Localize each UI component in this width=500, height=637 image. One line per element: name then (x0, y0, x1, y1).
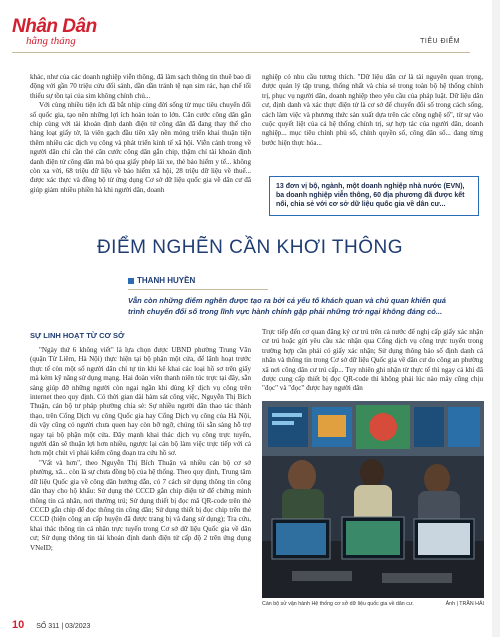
issue-info: SỐ 311 | 03/2023 (36, 623, 91, 630)
author-name: THANH HUYỀN (137, 276, 196, 285)
paragraph: "Vất và hơn", theo Nguyễn Thị Bích Thuận và nhiều cán bộ cơ sở phường, xã... còn là sự chưa đồng bộ của hệ thống. Theo quy định, Trung tâm dữ liệu Quốc gia về công dân hướng dẫn, có 7 cách sử dụng thông tin công dân thay cho hộ khẩu: Sử dụng thẻ CCCD gắn chip điện tử để chứng minh thông tin cá nhân, nơi thường trú; Sử dụng thiết bị đọc mã QR-code trên thẻ CCCD gắn chip để đọc thông tin công dân; Sử dụng thiết bị đọc chip trên thẻ CCCD (hiện công an cấp huyện đã được trang bị và đang sử dụng); Tra cứu, khai thác thông tin cá nhân trực tuyến trong Cơ sở dữ liệu Quốc gia về dân cư; Sử dụng thông tin tài khoản định danh điện tử cấp độ 2 trên ứng dụng VNeID; (30, 458, 251, 552)
paragraph: "Ngày thứ 6 không viết" là lựa chọn được UBND phường Trung Văn (quận Từ Liêm, Hà Nội) thực hiện tại bộ phận một cửa, để lãnh hoạt trước thực tế còn một số người dân chỉ tự tin khi kê khai các loại hồ sơ trên giấy mà kém kỹ năng sử dụng mạng. Hai đoàn viên thanh niên túc trực tại đây, sẵn sàng giúp đỡ những người còn ngại ngần khi dùng kỹ dịch vụ công trên internet theo quy định. Có thời gian dài hàm sát công việc, Nguyễn Thị Bích Thuận, cán bộ tư pháp phường chia sẻ: Sự nhiều người dân thao tác thành thạo, trên Cổng Dịch vụ công Quốc gia hay Cổng Dịch vụ công của Hà Nội, dù vậy cũng có người chưa quen hay còn bỡ ngỡ, chúng tôi sẵn sàng hỗ trợ ngay tại bộ phận một cửa. Đây mạnh khai thác dịch vụ công trực tuyến, người dân sẽ thuận lợi hơn nhiều, ngược lại cán bộ làm việc trực tiếp với cả hơn một chút vì phải kiểm công đoạn tra cứu hồ sơ. (30, 346, 251, 458)
header-divider (12, 52, 470, 53)
pull-quote: 13 đơn vị bộ, ngành, một doanh nghiệp nhà nước (EVN), ba doanh nghiệp viễn thông, 60 địa phương đã được kết nối, chia sẻ với cơ sở dữ liệu quốc gia về dân cư... (269, 176, 479, 216)
top-right-column (262, 73, 483, 148)
article-left-column (30, 346, 251, 553)
control-room-illustration (262, 401, 484, 598)
article-photo (262, 401, 484, 598)
byline-divider (128, 289, 268, 290)
page-edge (492, 0, 500, 637)
article-right-column (262, 328, 483, 394)
article-headline: ĐIỂM NGHẼN CẦN KHƠI THÔNG (96, 237, 404, 258)
paragraph: khác, như của các doanh nghiệp viễn thông, đã làm sạch thông tin thuê bao di động với gần 70 triệu cửu đối sánh, dần dần tránh tệ nạn sim rác, hạn chế tối thiểu sự tồn tại của sim không chính chủ... (30, 73, 251, 100)
section-subhead: SỰ LINH HOẠT TỪ CƠ SỞ (30, 331, 125, 340)
logo-subtitle: hằng tháng (26, 35, 76, 47)
paragraph: Với cùng nhiều tiện ích đã bắt nhịp cùng đời sống từ mục tiêu chuyển đổi số quốc gia, tạo nên những lợi ích hoàn toàn to lớn. Căn cước công dân gắn chip cùng với tài khoản định danh điện tử công dân đã đang thay thế cho hàng loạt giấy tờ, là viên gạch đầu tiên xây nền móng triển khai thuận tiện thêm nhiều các dịch vụ công và phát triển kinh tế xã hội. Viễn cảnh trong về người dân chỉ cần thẻ căn cước công dân gắn chip, thậm chí tài khoản định danh điện tử công dân mà bỏ qua giấy phép lái xe, thẻ bảo hiểm y tế... không còn xa vời, 68 triệu dữ liệu về bảo hiểm xã hội, 28 triệu dữ liệu về thuế... được xác thực và đồng bộ từ ứng dụng Cơ sở dữ liệu quốc gia về dân cư đã giúp giảm nhiều phiền hà khi người dân, doanh (30, 101, 251, 194)
photo-credit: Ảnh | TRẦN HẢI (445, 601, 484, 607)
masthead-logo (12, 17, 107, 55)
paragraph: Trực tiếp đến cơ quan đăng ký cư trú trên cả nước để nghị cấp giấy xác nhận cư trú hoặc gửi yêu cầu xác nhận qua Cổng dịch vụ công trực tuyến trong trường hợp cần phải có giấy xác nhận; Sử dụng thông báo số định danh cá nhân và thông tin trong Cơ sở dữ liệu Quốc gia về dân cư do công an phường xã nơi công dân cư trú cấp... Tuy nhiên ghi nhận từ thực tế thì ngay cả khi đã được cung cấp thiết bị đọc QR-code thì không phải lúc nào máy cũng chịu "đọc" và "đọc" được hay người dân (262, 328, 483, 393)
logo-title: Nhân Dân (12, 16, 97, 37)
byline (128, 276, 195, 285)
page-footer (12, 619, 90, 631)
photo-caption (262, 601, 484, 607)
paragraph: nghiệp có nhu cầu tương thích. "Dữ liệu dân cư là tài nguyên quan trọng, được quản lý tập trung, thống nhất và chia sẻ trong toàn bộ hệ thống chính trị, phục vụ người dân, doanh nghiệp theo yêu cầu của pháp luật. Dữ liệu dân cư, định danh và xác thực điện tử là cơ sở để chuyển đổi số trong cách sống, cách làm việc và phương thức sản xuất dựa trên các công nghệ số", từ sự vào cuộc quyết liệt của cả hệ thống chính trị, sự hợp tác của người dân, doanh nghiệp... mục tiêu chính phủ số, chính quyền số, công dân số... đang từng bước hiện thực hóa... (262, 73, 483, 147)
byline-marker-icon (128, 278, 134, 284)
page-number: 10 (12, 619, 25, 631)
article-lead: Vẫn còn những điểm nghẽn được tạo ra bởi cả yếu tố khách quan và chủ quan khiến quá trình chuyển đổi số trong lĩnh vực hành chính gặp phải những trở ngại không đáng có... (128, 296, 446, 316)
top-left-column (30, 73, 251, 195)
section-label: TIÊU ĐIỂM (420, 38, 460, 45)
caption-text: Cán bộ sử vận hành Hệ thống cơ sở dữ liệu quốc gia về dân cư. (262, 601, 414, 607)
